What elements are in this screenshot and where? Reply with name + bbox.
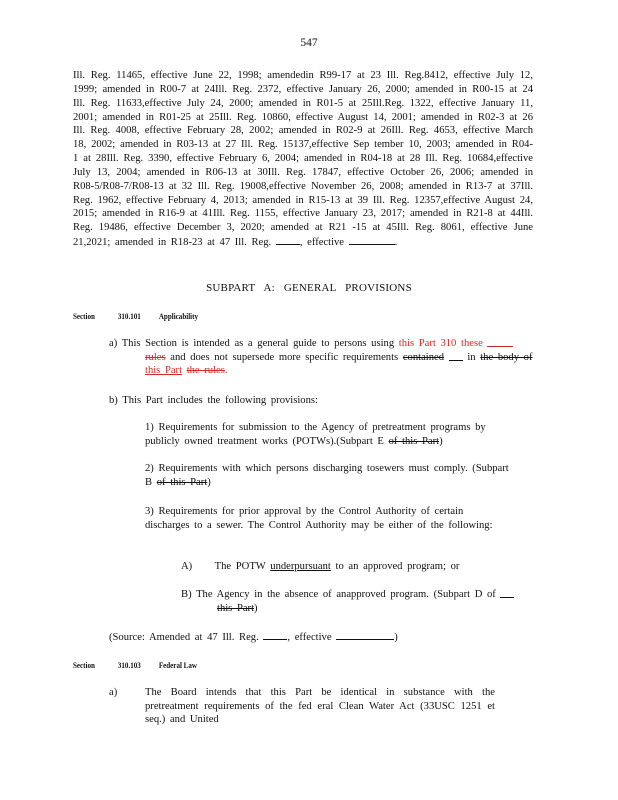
deleted-text: of this Part — [156, 476, 208, 488]
blank-line — [336, 630, 394, 640]
underlined-text: underpursuant — [270, 561, 331, 572]
federal-para-marker: a) — [109, 687, 118, 698]
source-note: (Source: Amended at 47 Ill. Reg. , effective ) — [109, 632, 398, 643]
blank-line — [263, 630, 287, 640]
federal-paragraph: The Board intends that this Part be identical in substance with the pretreatment requirements of the fed eral Clean Water Act (33USC 1251 et seq.) and United — [145, 687, 495, 726]
history-note: Ill. Reg. 11465, effective June 22, 1998; amendedin R99-17 at 23 Ill. Reg.8412, effective July 12, 1999; amended in R00-7 at 24Ill. Reg. 2372, effective January 26, 2000; amended in R00-15 at 24 Ill. Reg. 11633,effective July 24, 2000; amended in R01-5 at 25Ill.Reg. 1322, effective January 11, 2001; amended in R01-25 at 25Ill. Reg. 10860, effective August 14, 2001; amended in R02-3 at 26 Ill. Reg. 4008, effective February 28, 2002; amended in R02-9 at 26Ill. Reg. 4653, effective March 18, 2002; amended in R03-13 at 27 Ill. Reg. 15137,effective Sep tember 10, 2003; amended in R04-1 at 28Ill. Reg. 3390, effective February 6, 2004; amended in R04-18 at 28 Ill. Reg. 10684,effective July 13, 2004; amended in R06-13 at 30Ill. Reg. 17847, effective October 26, 2006; amended in R08-5/R08-7/R08-13 at 32 Ill. Reg. 19008,effective November 26, 2008; amended in R13-7 at 37Ill. Reg. 1962, effective February 4, 2013; amended in R15-13 at 39 Ill. Reg. 12357,effective August 24, 2015; amended in R16-9 at 41Ill. Reg. 1155, effective January 23, 2017; amended in R21-8 at 44Ill. Reg. 19486, effective December 3, 2020; amended at R21 -15 at 45Ill. Reg. 8061, effective June 21,2021; amended in R18-23 at 47 Ill. Reg. , effective . — [73, 70, 533, 249]
deleted-text: this Part — [217, 602, 255, 614]
deleted-text: the body of — [480, 351, 533, 363]
deleted-text: the rules — [186, 365, 225, 377]
item-1: 1) Requirements for submission to the Agency of pretreatment programs by publicly owned treatment works (POTWs).(Subpart E of this Part) — [145, 422, 486, 447]
item-A: A) The POTW underpursuant to an approved program; or — [181, 561, 460, 572]
inserted-text: this Part — [145, 365, 183, 377]
blank-line — [276, 235, 300, 245]
item-2: 2) Requirements with which persons discharging tosewers must comply. (Subpart B of this Part) — [145, 463, 509, 488]
item-B: B) The Agency in the absence of anapproved program. (Subpart D of this Part) — [181, 588, 541, 615]
history-text: Ill. Reg. 11465, effective June 22, 1998; amendedin R99-17 at 23 Ill. Reg.8412, effective July 12, 1999; amended in R00-7 at 24Ill. Reg. 2372, effective January 26, 2000; amended in R00-15 at 24 Ill. Reg. 11633,effective July 24, 2000; amended in R01-5 at 25Ill.Reg. 1322, effective January 11, 2001; amended in R01-25 at 25Ill. Reg. 10860, effective August 14, 2001; amended in R02-3 at 26 Ill. Reg. 4008, effective February 28, 2002; amended in R02-9 at 26Ill. Reg. 4653, effective March 18, 2002; amended in R03-13 at 27 Ill. Reg. 15137,effective Sep tember 10, 2003; amended in R04-1 at 28Ill. Reg. 3390, effective February 6, 2004; amended in R04-18 at 28 Ill. Reg. 10684,effective July 13, 2004; amended in R06-13 at 30Ill. Reg. 17847, effective October 26, 2006; amended in R08-5/R08-7/R08-13 at 32 Ill. Reg. 19008,effective November 26, 2008; amended in R13-7 at 37Ill. Reg. 1962, effective February 4, 2013; amended in R15-13 at 39 Ill. Reg. 12357,effective August 24, 2015; amended in R16-9 at 41Ill. Reg. 1155, effective January 23, 2017; amended in R21-8 at 44Ill. Reg. 19486, effective December 3, 2020; amended at R21 -15 at 45Ill. Reg. 8061, effective June 21,2021; amended in R18-23 at 47 Ill. Reg. — [73, 70, 533, 249]
section-heading-310-101: Section 310.101 Applicability — [73, 311, 198, 321]
paragraph-a: a) This Section is intended as a general guide to persons using this Part 310 these rules and does not supersede more specific requirements contained in the body of this Part the rules. — [109, 338, 533, 377]
blank-line — [349, 235, 395, 245]
page-number: 547 — [300, 37, 318, 49]
item-3: 3) Requirements for prior approval by the Control Authority of certain discharges to a sewer. The Control Authority may be either of the following: — [145, 506, 493, 531]
deleted-text: rules — [145, 351, 166, 363]
deleted-text: of this Part — [388, 435, 440, 447]
deleted-text: contained — [402, 351, 445, 363]
inserted-text: this Part 310 these — [398, 338, 483, 349]
section-heading-310-103: Section 310.103 Federal Law — [73, 660, 197, 670]
paragraph-b: b) This Part includes the following provisions: — [109, 395, 318, 406]
subpart-heading: SUBPART A: GENERAL PROVISIONS — [206, 282, 412, 294]
